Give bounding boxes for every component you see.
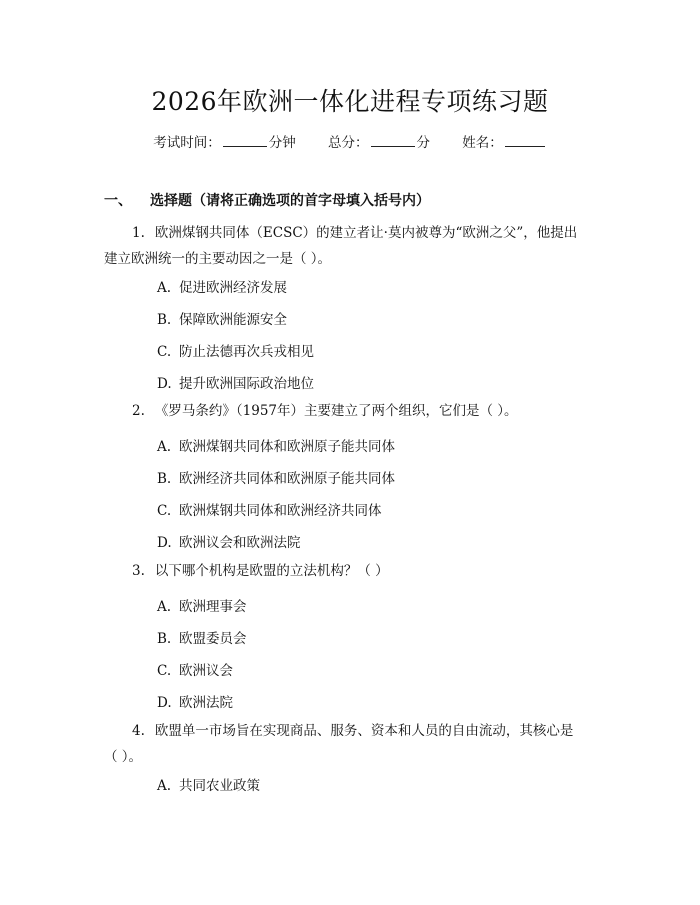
question-3 [104, 558, 604, 584]
option-letter: D. [157, 695, 172, 711]
name-label: 姓名： [462, 135, 503, 151]
option-text: 欧洲经济共同体和欧洲原子能共同体 [179, 471, 395, 487]
time-label: 考试时间： [153, 135, 221, 151]
option-letter: D. [157, 535, 172, 551]
question-4 [104, 718, 604, 770]
option-2b[interactable] [157, 467, 395, 487]
section-title: 选择题（请将正确选项的首字母填入括号内） [150, 193, 430, 209]
exam-time [153, 131, 296, 151]
option-1a[interactable] [157, 276, 287, 296]
question-2 [104, 398, 604, 424]
question-number: 1. [132, 225, 145, 241]
question-text-line1: 欧洲煤钢共同体（ECSC）的建立者让·莫内被尊为“欧洲之父”，他提出 [154, 225, 578, 241]
question-1 [104, 220, 604, 272]
option-2c[interactable] [157, 499, 382, 519]
option-3a[interactable] [157, 595, 247, 615]
option-text: 欧洲议会 [179, 663, 233, 679]
question-text-line1: 欧盟单一市场旨在实现商品、服务、资本和人员的自由流动，其核心是 [154, 723, 574, 739]
option-letter: B. [157, 631, 172, 647]
option-3d[interactable] [157, 691, 233, 711]
option-letter: C. [157, 344, 172, 360]
question-text-line1: 以下哪个机构是欧盟的立法机构？（ ） [154, 563, 389, 579]
question-number: 4. [132, 723, 145, 739]
option-letter: A. [157, 280, 172, 296]
exam-meta [0, 131, 700, 151]
question-text-line2: 建立欧洲统一的主要动因之一是（ ）。 [104, 251, 332, 267]
option-text: 欧盟委员会 [179, 631, 247, 647]
option-1c[interactable] [157, 340, 314, 360]
option-letter: B. [157, 471, 172, 487]
option-text: 欧洲煤钢共同体和欧洲原子能共同体 [179, 439, 395, 455]
option-letter: C. [157, 503, 172, 519]
section-number: 一、 [104, 193, 132, 209]
option-2d[interactable] [157, 531, 301, 551]
option-letter: A. [157, 778, 172, 794]
option-4a[interactable] [157, 774, 260, 794]
option-text: 防止法德再次兵戎相见 [179, 344, 314, 360]
option-text: 保障欧洲能源安全 [179, 312, 287, 328]
score-unit: 分 [416, 135, 430, 151]
score-label: 总分： [328, 135, 369, 151]
option-text: 欧洲议会和欧洲法院 [179, 535, 301, 551]
exam-name [462, 131, 547, 151]
time-unit: 分钟 [268, 135, 296, 151]
option-1b[interactable] [157, 308, 287, 328]
option-letter: A. [157, 439, 172, 455]
score-blank[interactable] [371, 134, 415, 147]
page-title: 2026年欧洲一体化进程专项练习题 [151, 87, 549, 116]
option-3b[interactable] [157, 627, 247, 647]
time-blank[interactable] [223, 134, 267, 147]
option-text: 欧洲理事会 [179, 599, 247, 615]
option-text: 促进欧洲经济发展 [179, 280, 287, 296]
option-letter: B. [157, 312, 172, 328]
option-1d[interactable] [157, 372, 314, 392]
option-letter: D. [157, 376, 172, 392]
question-number: 2. [132, 403, 145, 419]
option-text: 提升欧洲国际政治地位 [179, 376, 314, 392]
option-text: 欧洲法院 [179, 695, 233, 711]
option-text: 欧洲煤钢共同体和欧洲经济共同体 [179, 503, 382, 519]
question-text-line2: （ ）。 [104, 749, 143, 765]
option-letter: A. [157, 599, 172, 615]
exam-score [328, 131, 430, 151]
option-2a[interactable] [157, 435, 395, 455]
question-text-line1: 《罗马条约》（1957年）主要建立了两个组织，它们是（ ）。 [154, 403, 518, 419]
section-heading [104, 190, 430, 210]
option-text: 共同农业政策 [179, 778, 260, 794]
option-letter: C. [157, 663, 172, 679]
question-number: 3. [132, 563, 145, 579]
option-3c[interactable] [157, 659, 233, 679]
name-blank[interactable] [505, 134, 545, 147]
